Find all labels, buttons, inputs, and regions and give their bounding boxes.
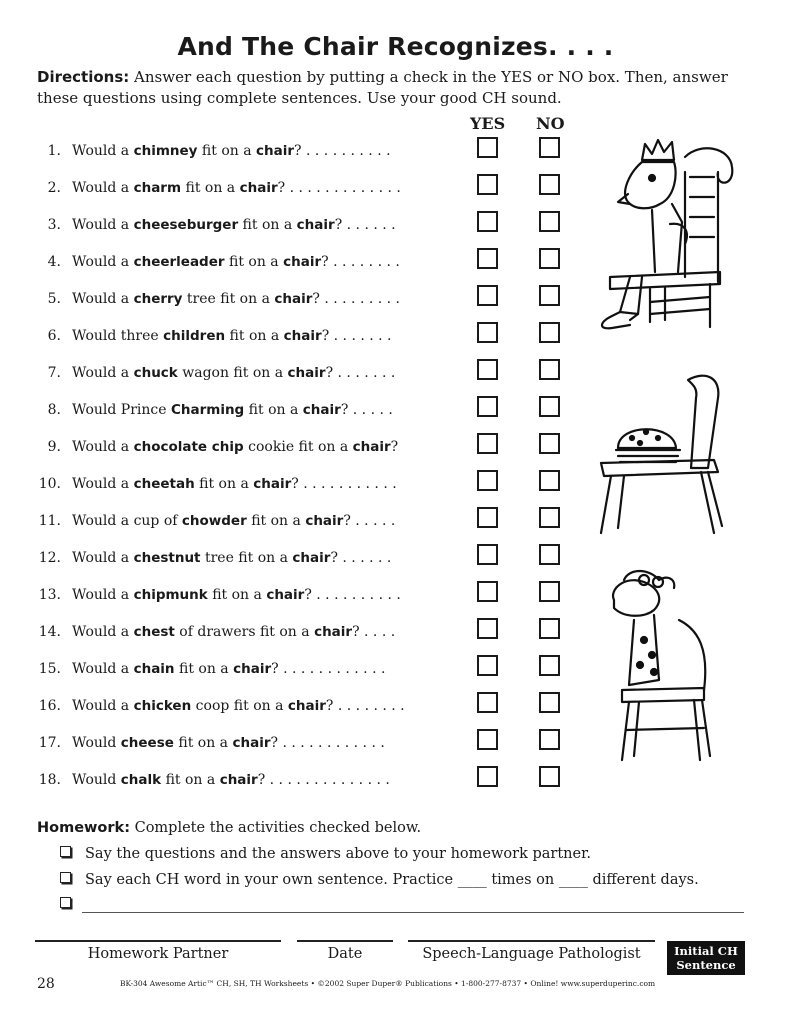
no-checkbox[interactable] <box>539 174 560 195</box>
question-text <box>72 402 393 418</box>
question-text <box>72 735 385 751</box>
question-text-part: fit on a <box>238 217 297 233</box>
question-number: 15. <box>38 661 61 677</box>
question-number: 18. <box>38 772 61 788</box>
question-text <box>72 772 390 788</box>
question-text <box>72 143 391 159</box>
question-text-part: fit on a <box>174 661 234 677</box>
no-checkbox[interactable] <box>539 729 560 750</box>
directions-label: Directions: <box>37 68 130 86</box>
no-column-header: NO <box>536 114 565 133</box>
ch-word: chair <box>296 217 335 233</box>
question-text-part: Would a <box>72 143 134 159</box>
question-number: 2. <box>47 180 61 196</box>
ch-word: chuck <box>133 365 178 381</box>
ch-word: chair <box>233 661 272 677</box>
question-text-part: Would <box>72 735 121 751</box>
homework-heading <box>37 820 421 836</box>
question-text-part: fit on a <box>244 402 303 418</box>
ch-word: chair <box>253 476 292 492</box>
ch-word: chair <box>292 550 331 566</box>
yes-checkbox[interactable] <box>477 285 498 306</box>
question-text <box>72 661 385 677</box>
homework-item-3[interactable] <box>60 897 85 913</box>
date-label: Date <box>327 946 363 962</box>
question-text-part: ? . . . . . . . <box>325 365 396 381</box>
question-text-part: coop fit on a <box>191 698 288 714</box>
question-text <box>72 476 397 492</box>
question-text-part: Would a <box>72 180 134 196</box>
question-text-part: Would a <box>72 624 134 640</box>
ch-word: chair <box>256 143 295 159</box>
question-text <box>72 624 395 640</box>
question-text <box>72 513 395 529</box>
ch-word: cheeseburger <box>133 217 239 233</box>
question-number: 3. <box>47 217 61 233</box>
ch-word: chair <box>287 698 326 714</box>
question-text-part: fit on a <box>246 513 306 529</box>
yes-checkbox[interactable] <box>477 174 498 195</box>
question-text-part: ? . . . . . . . . . . <box>294 143 391 159</box>
no-checkbox[interactable] <box>539 655 560 676</box>
no-checkbox[interactable] <box>539 359 560 380</box>
yes-checkbox[interactable] <box>477 618 498 639</box>
question-number: 12. <box>38 550 61 566</box>
ch-word: chair <box>232 735 271 751</box>
question-text-part: ? . . . . . . . . . . . . <box>270 735 385 751</box>
ch-word: cheerleader <box>133 254 225 270</box>
cheetah-on-chair-illustration <box>604 560 724 770</box>
no-checkbox[interactable] <box>539 285 560 306</box>
no-checkbox[interactable] <box>539 137 560 158</box>
question-number: 8. <box>47 402 61 418</box>
ch-word: charm <box>133 180 182 196</box>
homework-checkbox[interactable] <box>60 872 71 883</box>
question-text-part: wagon fit on a <box>177 365 288 381</box>
question-text-part: ? . . . . . . . . <box>325 698 405 714</box>
question-text-part: ? . . . . . . . <box>321 328 392 344</box>
no-checkbox[interactable] <box>539 248 560 269</box>
slp-signature-line[interactable] <box>408 940 655 942</box>
question-text <box>72 439 398 455</box>
no-checkbox[interactable] <box>539 581 560 602</box>
question-text-part: ? . . . . . <box>340 402 393 418</box>
question-text-part: ? . . . . . . . . . . . . . . <box>257 772 390 788</box>
question-text-part: ? . . . . . . . . <box>321 254 400 270</box>
question-text-part: ? . . . . . . . . . . . . <box>271 661 386 677</box>
question-number: 14. <box>38 624 61 640</box>
question-number: 10. <box>38 476 61 492</box>
no-checkbox[interactable] <box>539 766 560 787</box>
question-text-part: ? . . . . . . . . . . . <box>291 476 397 492</box>
yes-checkbox[interactable] <box>477 470 498 491</box>
question-text-part: Would a <box>72 365 134 381</box>
no-checkbox[interactable] <box>539 507 560 528</box>
yes-column-header: YES <box>470 114 506 133</box>
partner-signature-line[interactable] <box>35 940 281 942</box>
question-text-part: fit on a <box>224 254 284 270</box>
yes-checkbox[interactable] <box>477 433 498 454</box>
question-text-part: Would a <box>72 254 134 270</box>
ch-word: chair <box>305 513 344 529</box>
no-checkbox[interactable] <box>539 544 560 565</box>
question-number: 5. <box>47 291 61 307</box>
no-checkbox[interactable] <box>539 692 560 713</box>
ch-word: chestnut <box>133 550 201 566</box>
question-text-part: of drawers fit on a <box>174 624 315 640</box>
ch-word: chair <box>283 254 322 270</box>
publisher-footer: BK-304 Awesome Artic™ CH, SH, TH Worksheets • ©2002 Super Duper® Publications • 1-800-277-8737 • Online! www.superduperinc.com <box>120 979 656 988</box>
question-text-part: Would a cup of <box>72 513 182 529</box>
homework-item-1[interactable] <box>60 846 591 862</box>
ch-word: Charming <box>170 402 245 418</box>
question-text-part: ? . . . . . . <box>334 217 396 233</box>
yes-checkbox[interactable] <box>477 396 498 417</box>
badge-line-1: Initial CH <box>674 944 738 958</box>
question-number: 1. <box>47 143 61 159</box>
question-text <box>72 328 392 344</box>
ch-word: cheetah <box>133 476 195 492</box>
question-text-part: fit on a <box>194 476 254 492</box>
ch-word: chimney <box>133 143 198 159</box>
question-text <box>72 698 405 714</box>
question-text-part: cookie fit on a <box>243 439 353 455</box>
question-number: 16. <box>38 698 61 714</box>
yes-checkbox[interactable] <box>477 248 498 269</box>
question-text-part: Would three <box>72 328 164 344</box>
homework-item-1-text: Say the questions and the answers above to your homework partner. <box>85 846 592 862</box>
no-checkbox[interactable] <box>539 211 560 232</box>
yes-checkbox[interactable] <box>477 729 498 750</box>
question-text-part: ? . . . . . . . . . . <box>304 587 401 603</box>
homework-blank-line[interactable] <box>82 912 744 913</box>
question-text-part: Would a <box>72 698 134 714</box>
question-text-part: ? . . . . <box>352 624 396 640</box>
yes-checkbox[interactable] <box>477 692 498 713</box>
question-text-part: tree fit on a <box>182 291 275 307</box>
yes-checkbox[interactable] <box>477 655 498 676</box>
question-text <box>72 587 401 603</box>
question-text-part: fit on a <box>161 772 220 788</box>
question-number: 11. <box>38 513 61 529</box>
question-number: 9. <box>47 439 61 455</box>
ch-word: chipmunk <box>133 587 208 603</box>
initial-ch-sentence-badge <box>667 941 745 975</box>
homework-checkbox[interactable] <box>60 846 71 857</box>
question-number: 7. <box>47 365 61 381</box>
homework-text: Complete the activities checked below. <box>130 820 422 836</box>
question-number: 17. <box>38 735 61 751</box>
directions-text: Answer each question by putting a check in the YES or NO box. Then, answer these questions using complete sentences. Use your good CH sound. <box>37 68 728 107</box>
question-text <box>72 365 395 381</box>
ch-word: chair <box>302 402 341 418</box>
yes-checkbox[interactable] <box>477 211 498 232</box>
king-on-throne-illustration <box>590 132 740 347</box>
badge-line-2: Sentence <box>676 958 736 972</box>
question-text-part: fit on a <box>173 735 233 751</box>
question-text-part: ? . . . . . . . . . <box>312 291 400 307</box>
question-text-part: ? . . . . . <box>343 513 396 529</box>
cheeseburger-on-chair-illustration <box>596 368 736 538</box>
no-checkbox[interactable] <box>539 618 560 639</box>
no-checkbox[interactable] <box>539 322 560 343</box>
homework-checkbox[interactable] <box>60 897 71 908</box>
yes-checkbox[interactable] <box>477 766 498 787</box>
yes-checkbox[interactable] <box>477 322 498 343</box>
ch-word: chair <box>239 180 278 196</box>
partner-label: Homework Partner <box>87 946 229 962</box>
question-text <box>72 180 401 196</box>
question-number: 6. <box>47 328 61 344</box>
question-text-part: Would a <box>72 476 134 492</box>
yes-checkbox[interactable] <box>477 359 498 380</box>
question-text-part: ? . . . . . . <box>330 550 392 566</box>
ch-word: chest <box>133 624 175 640</box>
ch-word: children <box>163 328 226 344</box>
no-checkbox[interactable] <box>539 396 560 417</box>
yes-checkbox[interactable] <box>477 581 498 602</box>
question-text-part: Would a <box>72 439 134 455</box>
ch-word: chair <box>266 587 305 603</box>
no-checkbox[interactable] <box>539 470 560 491</box>
ch-word: chair <box>352 439 391 455</box>
slp-label: Speech-Language Pathologist <box>422 946 641 962</box>
worksheet-title: And The Chair Recognizes. . . . <box>177 32 614 61</box>
ch-word: chain <box>133 661 175 677</box>
question-text-part: fit on a <box>225 328 284 344</box>
yes-checkbox[interactable] <box>477 137 498 158</box>
ch-word: chowder <box>181 513 247 529</box>
page-number: 28 <box>37 976 55 992</box>
question-text-part: Would Prince <box>72 402 171 418</box>
ch-word: chair <box>274 291 313 307</box>
question-text <box>72 254 400 270</box>
ch-word: cherry <box>133 291 183 307</box>
homework-item-2[interactable] <box>60 872 699 888</box>
ch-word: chair <box>287 365 326 381</box>
ch-word: chocolate chip <box>133 439 244 455</box>
question-text-part: fit on a <box>207 587 267 603</box>
question-text <box>72 217 396 233</box>
question-text <box>72 291 400 307</box>
question-text-part: Would <box>72 772 121 788</box>
question-text-part: ? <box>390 439 399 455</box>
yes-checkbox[interactable] <box>477 507 498 528</box>
ch-word: chair <box>314 624 353 640</box>
question-text-part: tree fit on a <box>200 550 293 566</box>
question-number: 13. <box>38 587 61 603</box>
directions <box>37 67 767 109</box>
homework-label: Homework: <box>37 820 130 836</box>
question-text-part: Would a <box>72 550 134 566</box>
question-text-part: Would a <box>72 587 134 603</box>
ch-word: chicken <box>133 698 192 714</box>
ch-word: chair <box>283 328 322 344</box>
question-text-part: Would a <box>72 661 134 677</box>
yes-checkbox[interactable] <box>477 544 498 565</box>
ch-word: chair <box>219 772 258 788</box>
no-checkbox[interactable] <box>539 433 560 454</box>
ch-word: cheese <box>120 735 174 751</box>
question-text-part: Would a <box>72 291 134 307</box>
homework-item-2-text: Say each CH word in your own sentence. Practice ____ times on ____ different days. <box>85 872 699 888</box>
question-text-part: ? . . . . . . . . . . . . . <box>277 180 401 196</box>
question-text-part: Would a <box>72 217 134 233</box>
question-number: 4. <box>47 254 61 270</box>
question-text <box>72 550 391 566</box>
date-signature-line[interactable] <box>297 940 393 942</box>
question-text-part: fit on a <box>197 143 257 159</box>
ch-word: chalk <box>120 772 162 788</box>
question-text-part: fit on a <box>181 180 240 196</box>
